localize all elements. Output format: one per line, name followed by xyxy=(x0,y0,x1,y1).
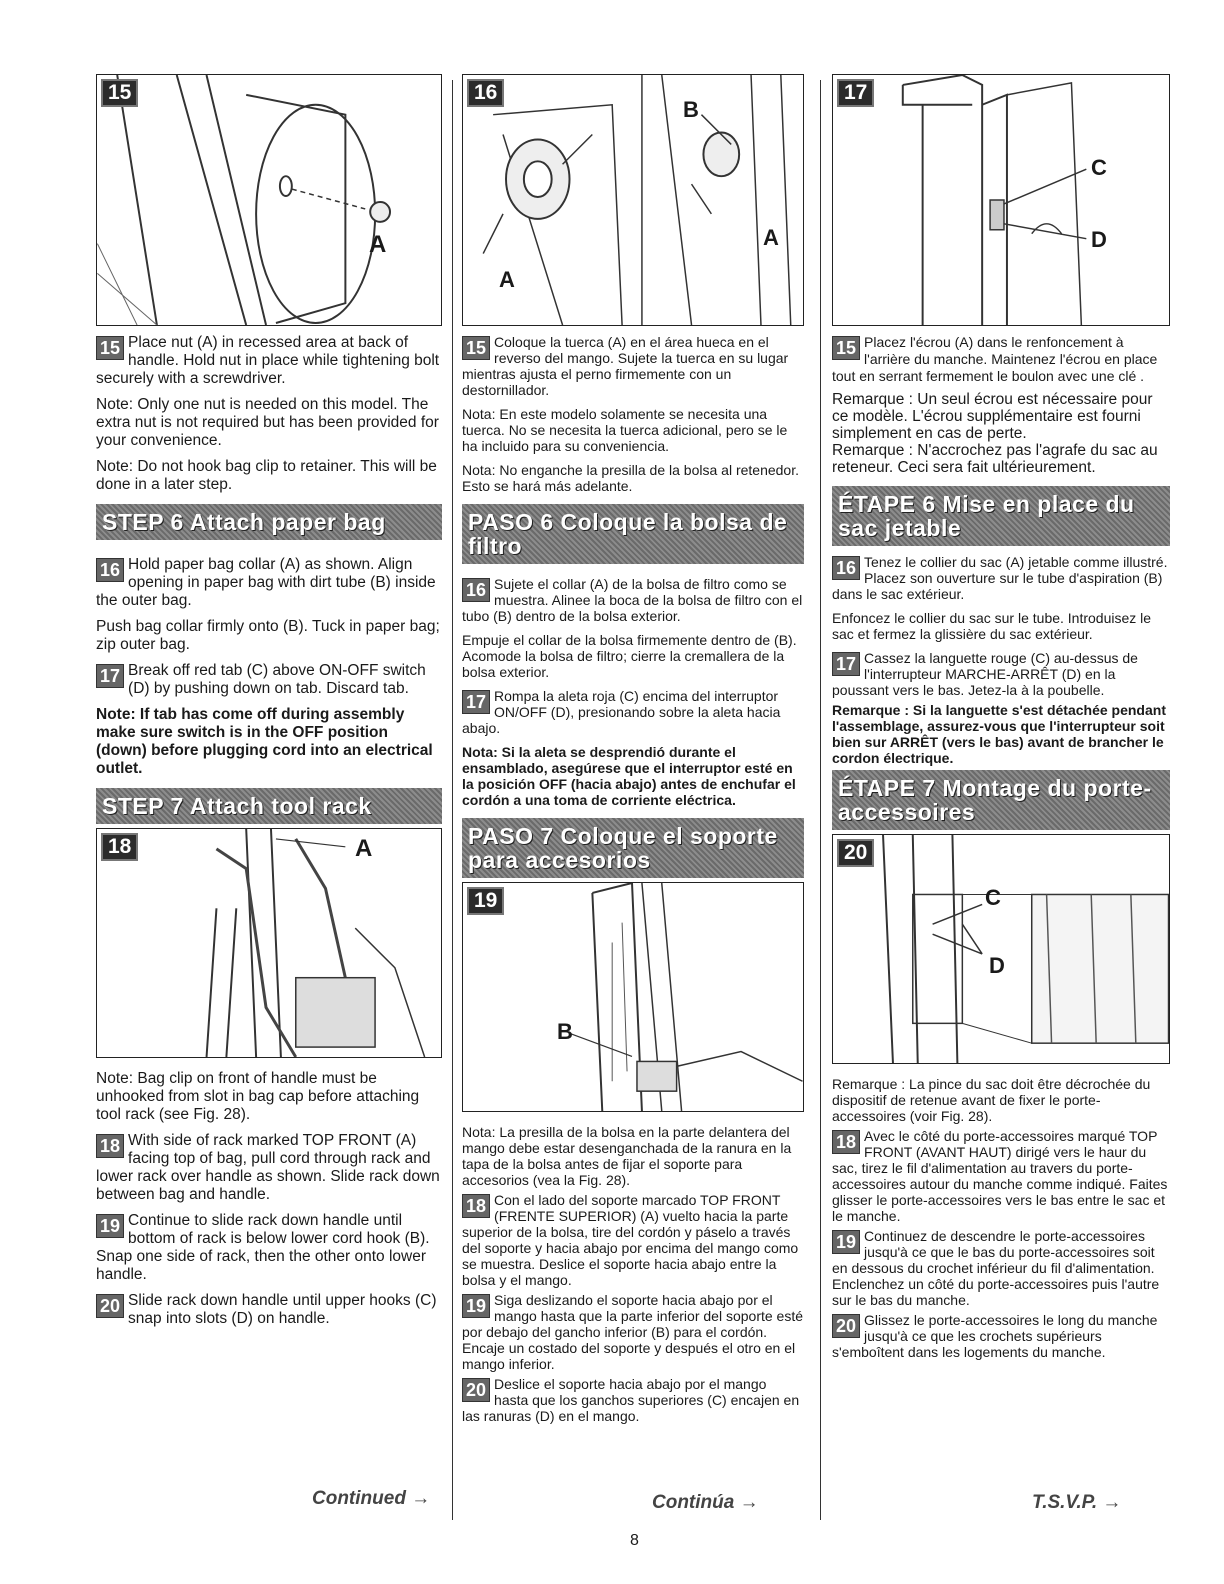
step-20-badge: 20 xyxy=(462,1378,490,1402)
figure-20 xyxy=(832,834,1170,1064)
step-16-text-2: Push bag collar firmly onto (B). Tuck in paper bag; zip outer bag. xyxy=(96,618,440,653)
step-18-badge: 18 xyxy=(462,1194,490,1218)
figure-16 xyxy=(462,74,804,326)
step-15-badge: 15 xyxy=(832,336,860,360)
step-18-text: 18 Con el lado del soporte marcado TOP FRONT (FRENTE SUPERIOR) (A) vuelto hacia la parte superior de la bolsa, tire del cordón y páselo a través del soporte y hacia abajo por encima del mango como se muestra. Deslice el soporte hacia abajo entre la bolsa y el mango. xyxy=(462,1192,799,1288)
step-16-badge: 16 xyxy=(462,578,490,602)
callout-a: A xyxy=(369,231,387,258)
figure-18 xyxy=(96,828,442,1058)
step-19-text: 19 Siga deslizando el soporte hacia abajo por el mango hasta que la parte inferior del soporte esté por debajo del gancho inferior (B) para el cordón. Encaje un costado del soporte y después el otro en el mango inferior. xyxy=(462,1292,804,1372)
note-switch-off: Remarque : Si la languette s'est détachée pendant l'assemblage, assurez-vous que l'interrupteur soit bien sur ARRÊT (vers le bas) avant de brancher le cordon électrique. xyxy=(832,702,1166,766)
step-16-text: 16 Hold paper bag collar (A) as shown. Align opening in paper bag with dirt tube (B) inside the outer bag. xyxy=(96,556,436,609)
step-20-text: 20 Deslice el soporte hacia abajo por el mango hasta que los ganchos superiores (C) encajen en las ranuras (D) en el mango. xyxy=(462,1376,800,1424)
step-7-heading: ÉTAPE 7 Montage du porte-accessoires xyxy=(832,770,1170,830)
note-bag-clip: Remarque : N'accrochez pas l'agrafe du sac au reteneur. Ceci sera fait ultérieurement. xyxy=(832,442,1158,476)
step-18-badge: 18 xyxy=(96,1134,124,1158)
step-19-badge: 19 xyxy=(96,1214,124,1238)
step-15-text: 15 Coloque la tuerca (A) en el área hueca en el reverso del mango. Sujete la tuerca en su lugar mientras ajusta el perno firmemente con un destornillador. xyxy=(462,334,789,398)
step-16-badge: 16 xyxy=(832,556,860,580)
tool-rack-illustration xyxy=(97,829,441,1057)
callout-c: C xyxy=(985,885,1001,910)
cord-hook-illustration xyxy=(463,883,803,1111)
column-divider-left xyxy=(452,80,453,1520)
french-column xyxy=(832,74,1170,1360)
step-6-heading: PASO 6 Coloque la bolsa de filtro xyxy=(462,504,804,564)
note-bag-clip: Note: Do not hook bag clip to retainer. This will be done in a later step. xyxy=(96,458,437,493)
figure-number: 16 xyxy=(467,79,504,107)
step-17-badge: 17 xyxy=(832,652,860,676)
column-divider-right xyxy=(820,80,821,1520)
note-switch-off: Nota: Si la aleta se desprendió durante el ensamblado, asegúrese que el interruptor esté en la posición OFF (hacia abajo) antes de enchufar el cordón a una toma de corriente eléctrica. xyxy=(462,744,796,808)
figure-number: 19 xyxy=(467,887,504,915)
step-19-badge: 19 xyxy=(462,1294,490,1318)
english-column xyxy=(96,74,442,1328)
step-19-text: 19 Continuez de descendre le porte-accessoires jusqu'à ce que le bas du porte-accessoires soit en dessous du crochet inférieur du fil d'alimentation. Enclenchez un côté du porte-accessoires puis l'autre sur le bas du manche. xyxy=(832,1228,1160,1308)
step-17-text: 17 Cassez la languette rouge (C) au-dessus de l'interrupteur MARCHE-ARRÊT (D) en la poussant vers le bas. Jetez-la à la poubelle. xyxy=(832,650,1138,698)
note-one-nut: Note: Only one nut is needed on this model. The extra nut is not required but has been provided for your convenience. xyxy=(96,396,439,449)
step-6-heading: ÉTAPE 6 Mise en place du sac jetable xyxy=(832,486,1170,546)
figure-15 xyxy=(96,74,442,326)
step-16-text: 16 Tenez le collier du sac (A) jetable comme illustré. Placez son ouverture sur le tube d'aspiration (B) dans le sac extérieur. xyxy=(832,554,1168,602)
step-17-text: 17 Break off red tab (C) above ON-OFF switch (D) by pushing down on tab. Discard tab. xyxy=(96,662,442,698)
callout-a: A xyxy=(499,267,515,292)
note-bag-clip: Nota: No enganche la presilla de la bolsa al retenedor. Esto se hará más adelante. xyxy=(462,462,799,494)
step-15-badge: 15 xyxy=(96,336,124,360)
callout-d: D xyxy=(1091,227,1107,252)
step-16-text-2: Enfoncez le collier du sac sur le tube. Introduisez le sac et fermez la glissière du sac extérieur. xyxy=(832,610,1152,642)
continued-label: Continued → xyxy=(312,1488,431,1509)
step-20-text: 20 Glissez le porte-accessoires le long du manche jusqu'à ce que les crochets supérieurs s'emboîtent dans les logements du manche. xyxy=(832,1312,1158,1360)
callout-b: B xyxy=(683,97,699,122)
continued-label: Continúa → xyxy=(652,1492,759,1513)
figure-number: 17 xyxy=(837,79,874,107)
note-bag-clip-unhook: Nota: La presilla de la bolsa en la parte delantera del mango debe estar desenganchada de la ranura en la tapa de la bolsa antes de fijar el soporte para accesorios (vea la Fig. 28). xyxy=(462,1124,792,1188)
step-19-badge: 19 xyxy=(832,1230,860,1254)
step-17-badge: 17 xyxy=(462,690,490,714)
handle-nut-illustration xyxy=(97,75,441,325)
switch-tab-illustration xyxy=(833,75,1169,325)
step-17-badge: 17 xyxy=(96,664,124,688)
figure-number: 20 xyxy=(837,839,874,867)
step-18-text: 18 Avec le côté du porte-accessoires marqué TOP FRONT (AVANT HAUT) dirigé vers le haur du sac, tirez le fil d'alimentation au travers du porte-accessoires autour du manche comme indiqué. Faites glisser le porte-accessoires vers le bas entre le sac et le manche. xyxy=(832,1128,1168,1224)
step-19-text: 19 Continue to slide rack down handle until bottom of rack is below lower cord hook (B). Snap one side of rack, then the other onto lower handle. xyxy=(96,1212,430,1283)
step-18-text: 18 With side of rack marked TOP FRONT (A) facing top of bag, pull cord through rack and lower rack over handle as shown. Slide rack down between bag and handle. xyxy=(96,1132,440,1203)
note-bag-clip-unhook: Note: Bag clip on front of handle must be unhooked from slot in bag cap before attaching tool rack (see Fig. 28). xyxy=(96,1070,420,1123)
step-18-badge: 18 xyxy=(832,1130,860,1154)
callout-b: B xyxy=(557,1019,573,1044)
rack-slots-illustration xyxy=(833,835,1169,1063)
step-7-heading: PASO 7 Coloque el soporte para accesorios xyxy=(462,818,804,878)
step-20-text: 20 Slide rack down handle until upper hooks (C) snap into slots (D) on handle. xyxy=(96,1292,442,1328)
continued-label: T.S.V.P. → xyxy=(1032,1492,1122,1513)
step-20-badge: 20 xyxy=(832,1314,860,1338)
note-one-nut: Nota: En este modelo solamente se necesita una tuerca. No se necesita la tuerca adicional, pero se le ha incluido para su conveniencia. xyxy=(462,406,788,454)
callout-a: A xyxy=(763,225,779,250)
step-17-text: 17 Rompa la aleta roja (C) encima del interruptor ON/OFF (D), presionando sobre la aleta hacia abajo. xyxy=(462,688,781,736)
step-16-text-2: Empuje el collar de la bolsa firmemente dentro de (B). Acomode la bolsa de filtro; cierre la cremallera de la bolsa exterior. xyxy=(462,632,797,680)
callout-c: C xyxy=(1091,155,1107,180)
spanish-column xyxy=(462,74,804,1424)
step-6-heading: STEP 6 Attach paper bag xyxy=(96,504,442,540)
callout-d: D xyxy=(989,953,1005,978)
note-bag-clip-unhook: Remarque : La pince du sac doit être décrochée du dispositif de retenue avant de fixer le porte-accessoires (voir Fig. 28). xyxy=(832,1076,1151,1124)
figure-number: 18 xyxy=(101,833,138,861)
step-15-text: 15 Place nut (A) in recessed area at back of handle. Hold nut in place while tightening bolt securely with a screwdriver. xyxy=(96,334,440,387)
note-one-nut: Remarque : Un seul écrou est nécessaire pour ce modèle. L'écrou supplémentaire est fourni simplement en cas de perte. xyxy=(832,391,1153,442)
figure-number: 15 xyxy=(101,79,138,107)
step-20-badge: 20 xyxy=(96,1294,124,1318)
step-7-heading: STEP 7 Attach tool rack xyxy=(96,788,442,824)
step-15-badge: 15 xyxy=(462,336,490,360)
note-switch-off: Note: If tab has come off during assembly make sure switch is in the OFF position (down) before plugging cord into an electrical outlet. xyxy=(96,706,433,777)
step-16-badge: 16 xyxy=(96,558,124,582)
figure-19 xyxy=(462,882,804,1112)
page-number: 8 xyxy=(630,1532,639,1549)
step-16-text: 16 Sujete el collar (A) de la bolsa de filtro como se muestra. Alinee la boca de la bolsa de filtro con el tubo (B) dentro de la bolsa exterior. xyxy=(462,576,803,624)
callout-a: A xyxy=(355,835,373,862)
figure-17 xyxy=(832,74,1170,326)
step-15-text: 15 Placez l'écrou (A) dans le renfoncement à l'arrière du manche. Maintenez l'écrou en place tout en serrant fermement le boulon avec une clé . xyxy=(832,334,1158,384)
